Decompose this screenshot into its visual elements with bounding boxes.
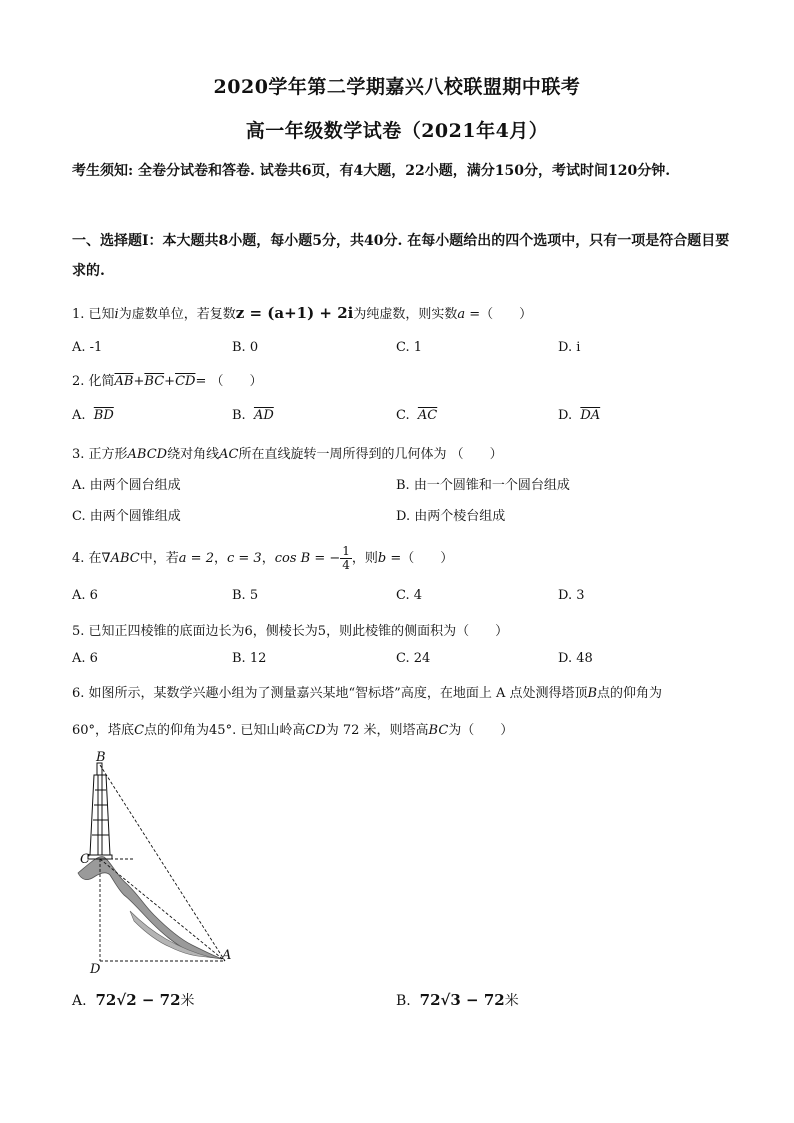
q4-option-d: D. 3: [558, 588, 585, 603]
question-6-line2: 60°，塔底C点的仰角为45°. 已知山岭高CD为 72 米，则塔高BC为（ ）: [72, 723, 514, 738]
exam-title: 2020学年第二学期嘉兴八校联盟期中联考: [213, 76, 581, 98]
q3-option-d: D. 由两个棱台组成: [396, 509, 506, 524]
q2-option-a: A. $\overline{BD}$: [72, 408, 114, 423]
q1-option-b: B. 0: [232, 340, 259, 355]
question-2: 2. 化简$\overline{AB}+\overline{BC}+\overline{CD}=$ （ ）: [72, 374, 263, 389]
q3-option-a: A. 由两个圆台组成: [72, 478, 181, 493]
q5-option-a: A. 6: [72, 651, 98, 666]
q5-option-d: D. 48: [558, 651, 593, 666]
q4-option-a: A. 6: [72, 588, 98, 603]
mountain-ridge: [78, 857, 222, 959]
q5-option-b: B. 12: [232, 651, 267, 666]
exam-subtitle: 高一年级数学试卷（2021年4月）: [245, 120, 549, 142]
q6-option-a: A. 72√2 − 72米: [72, 991, 195, 1009]
label-c: C: [80, 852, 90, 867]
q3-option-b: B. 由一个圆锥和一个圆台组成: [396, 478, 570, 493]
label-d: D: [90, 962, 101, 977]
q4-option-c: C. 4: [396, 588, 423, 603]
q1-option-c: C. 1: [396, 340, 423, 355]
q3-option-c: C. 由两个圆锥组成: [72, 509, 181, 524]
label-b: B: [96, 750, 106, 765]
q2-option-b: B. $\overline{AD}$: [232, 408, 274, 423]
q1-option-a: A. -1: [72, 340, 103, 355]
section-heading: 一、选择题Ⅰ：本大题共8小题，每小题5分，共40分. 在每小题给出的四个选项中，只有一项是符合题目要求的.: [72, 233, 730, 279]
question-5: 5. 已知正四棱锥的底面边长为6，侧棱长为5，则此棱锥的侧面积为（ ）: [72, 624, 509, 639]
q5-option-c: C. 24: [396, 651, 431, 666]
q2-option-d: D. $\overline{DA}$: [558, 408, 601, 423]
q2-option-c: C. $\overline{AC}$: [396, 408, 438, 423]
q4-option-b: B. 5: [232, 588, 259, 603]
tower: [88, 763, 112, 859]
question-3: 3. 正方形ABCD绕对角线AC所在直线旋转一周所得到的几何体为 （ ）: [72, 447, 503, 462]
question-1: 1. 已知i为虚数单位，若复数z = (a+1) + 2i为纯虚数，则实数a =（ ）: [72, 304, 533, 322]
question-4: 4. 在∇ABC中，若a = 2，c = 3，cos B = − $\frac{1}{4}$ ，则b =（ ）: [72, 544, 454, 572]
label-a: A: [222, 948, 232, 963]
question-6-line1: 6. 如图所示，某数学兴趣小组为了测量嘉兴某地“智标塔”高度，在地面上 A 点处测得塔顶B点的仰角为: [72, 686, 663, 701]
tower-figure: [70, 745, 240, 980]
exam-notice: 考生须知: 全卷分试卷和答卷. 试卷共6页，有4大题，22小题，满分150分，考试时间120分钟.: [72, 163, 671, 179]
q1-option-d: D. i: [558, 340, 581, 355]
fraction: $\frac{1}{4}$: [342, 544, 350, 572]
q6-option-b: B. 72√3 − 72米: [396, 991, 519, 1009]
